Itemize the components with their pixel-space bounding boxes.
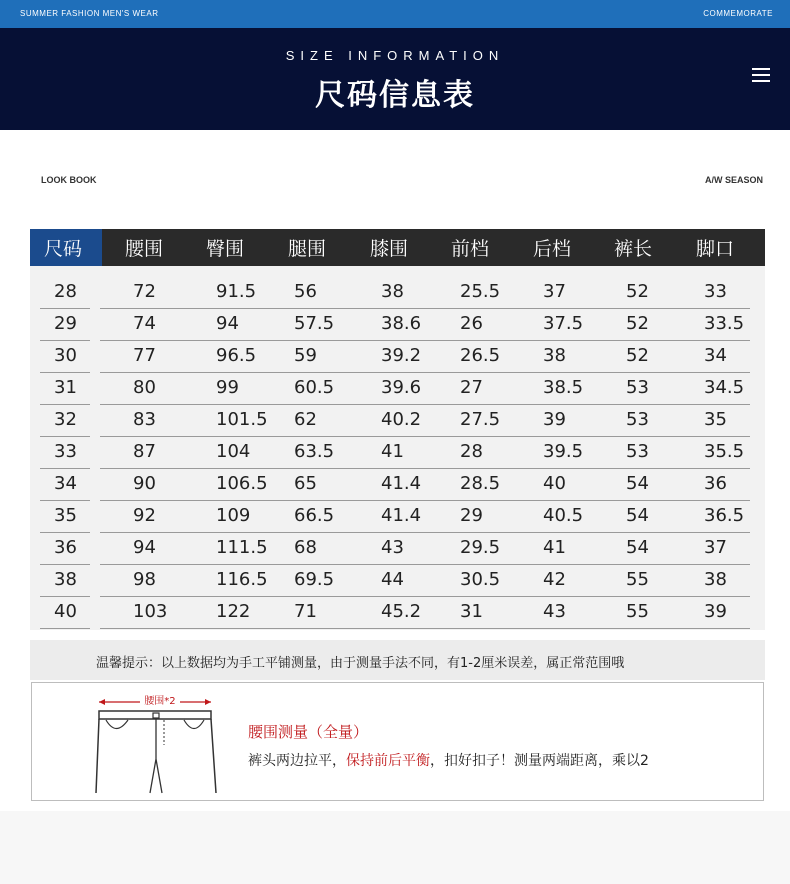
measure-guide-box [31, 682, 764, 801]
table-cell: 41 [543, 537, 566, 558]
table-cell: 29 [54, 313, 77, 334]
table-cell: 98 [133, 569, 156, 590]
table-cell: 60.5 [294, 377, 335, 398]
table-row [30, 565, 765, 597]
table-cell: 33 [54, 441, 77, 462]
table-cell: 63.5 [294, 441, 335, 462]
season-label: A/W SEASON [704, 175, 763, 185]
table-cell: 37.5 [543, 313, 584, 334]
diagram-label: 腰围*2 [144, 696, 176, 707]
table-cell: 104 [216, 441, 251, 462]
table-cell: 41.4 [381, 505, 422, 526]
top-bar [0, 0, 790, 28]
table-cell: 94 [133, 537, 156, 558]
table-cell: 111.5 [216, 537, 268, 558]
header-cell: 腿围 [288, 238, 327, 260]
table-cell: 27.5 [460, 409, 501, 430]
table-cell: 40.5 [543, 505, 584, 526]
table-cell: 35 [54, 505, 77, 526]
table-cell: 53 [626, 441, 649, 462]
table-row [30, 437, 765, 469]
table-cell: 36.5 [704, 505, 745, 526]
banner-english-title: SIZE INFORMATION [285, 48, 505, 63]
look-book-label: LOOK BOOK [41, 175, 97, 185]
table-cell: 53 [626, 409, 649, 430]
table-cell: 38.6 [381, 313, 422, 334]
table-cell: 68 [294, 537, 317, 558]
size-table-header [30, 229, 765, 266]
table-cell: 35 [704, 409, 727, 430]
table-cell: 43 [381, 537, 404, 558]
table-cell: 29 [460, 505, 483, 526]
table-cell: 54 [626, 537, 649, 558]
table-cell: 92 [133, 505, 156, 526]
table-cell: 33.5 [704, 313, 745, 334]
header-cell: 后档 [533, 238, 572, 260]
table-cell: 96.5 [216, 345, 257, 366]
table-cell: 38 [543, 345, 566, 366]
table-cell: 36 [54, 537, 77, 558]
table-cell: 45.2 [381, 601, 422, 622]
table-cell: 32 [54, 409, 77, 430]
table-cell: 80 [133, 377, 156, 398]
table-row [30, 277, 765, 309]
table-cell: 91.5 [216, 281, 257, 302]
table-cell: 65 [294, 473, 317, 494]
table-cell: 28 [460, 441, 483, 462]
table-cell: 38 [704, 569, 727, 590]
table-cell: 99 [216, 377, 239, 398]
table-cell: 35.5 [704, 441, 745, 462]
header-cell: 臀围 [206, 238, 245, 260]
table-cell: 39.6 [381, 377, 422, 398]
table-cell: 90 [133, 473, 156, 494]
table-cell: 52 [626, 345, 649, 366]
table-cell: 28.5 [460, 473, 501, 494]
table-cell: 38 [54, 569, 77, 590]
table-cell: 39.2 [381, 345, 422, 366]
table-row [30, 597, 765, 629]
page-footer-area [0, 811, 790, 884]
table-cell: 44 [381, 569, 404, 590]
table-cell: 30.5 [460, 569, 501, 590]
measure-title: 腰围测量（全量） [248, 723, 369, 741]
table-cell: 27 [460, 377, 483, 398]
table-cell: 40 [54, 601, 77, 622]
header-cell: 裤长 [614, 238, 653, 260]
table-cell: 72 [133, 281, 156, 302]
table-cell: 41.4 [381, 473, 422, 494]
table-cell: 36 [704, 473, 727, 494]
size-table-body [30, 266, 765, 630]
table-cell: 101.5 [216, 409, 268, 430]
table-cell: 38 [381, 281, 404, 302]
table-cell: 74 [133, 313, 156, 334]
table-cell: 116.5 [216, 569, 268, 590]
table-cell: 41 [381, 441, 404, 462]
tip-bar [30, 640, 765, 680]
table-cell: 71 [294, 601, 317, 622]
table-cell: 55 [626, 601, 649, 622]
table-cell: 25.5 [460, 281, 501, 302]
table-cell: 77 [133, 345, 156, 366]
header-cell: 腰围 [125, 238, 164, 260]
tip-text: 温馨提示：以上数据均为手工平铺测量，由于测量手法不同，有1-2厘米误差，属正常范围哦 [96, 656, 625, 671]
table-cell: 56 [294, 281, 317, 302]
table-cell: 37 [543, 281, 566, 302]
table-row [30, 373, 765, 405]
table-cell: 83 [133, 409, 156, 430]
table-cell: 52 [626, 313, 649, 334]
table-cell: 37 [704, 537, 727, 558]
table-row [30, 405, 765, 437]
pants-waist-diagram-icon [94, 689, 226, 795]
table-cell: 103 [133, 601, 168, 622]
header-cell: 脚口 [696, 238, 735, 260]
table-row [30, 469, 765, 501]
table-cell: 57.5 [294, 313, 335, 334]
brand-tagline: SUMMER FASHION MEN'S WEAR [20, 9, 159, 18]
table-cell: 59 [294, 345, 317, 366]
table-cell: 34 [704, 345, 727, 366]
table-row [30, 533, 765, 565]
header-cell: 膝围 [370, 238, 409, 260]
table-row [30, 501, 765, 533]
table-cell: 62 [294, 409, 317, 430]
table-cell: 39 [543, 409, 566, 430]
table-cell: 31 [54, 377, 77, 398]
table-cell: 66.5 [294, 505, 335, 526]
table-cell: 69.5 [294, 569, 335, 590]
table-row [30, 309, 765, 341]
table-cell: 33 [704, 281, 727, 302]
table-cell: 122 [216, 601, 251, 622]
table-cell: 40.2 [381, 409, 422, 430]
table-cell: 28 [54, 281, 77, 302]
header-cell: 前档 [451, 238, 490, 260]
header-cell: 尺码 [44, 238, 83, 260]
title-banner [0, 28, 790, 130]
hamburger-menu-icon[interactable] [752, 68, 770, 82]
table-cell: 54 [626, 473, 649, 494]
table-cell: 30 [54, 345, 77, 366]
measure-description: 裤头两边拉平，保持前后平衡，扣好扣子！测量两端距离，乘以2 [248, 753, 649, 769]
table-cell: 106.5 [216, 473, 268, 494]
table-cell: 42 [543, 569, 566, 590]
commemorate-label: COMMEMORATE [703, 9, 773, 18]
table-cell: 54 [626, 505, 649, 526]
table-cell: 34.5 [704, 377, 745, 398]
table-cell: 87 [133, 441, 156, 462]
table-cell: 39 [704, 601, 727, 622]
table-cell: 53 [626, 377, 649, 398]
table-row [30, 341, 765, 373]
table-cell: 26.5 [460, 345, 501, 366]
table-cell: 31 [460, 601, 483, 622]
table-cell: 26 [460, 313, 483, 334]
table-cell: 39.5 [543, 441, 584, 462]
table-cell: 29.5 [460, 537, 501, 558]
table-cell: 94 [216, 313, 239, 334]
table-cell: 43 [543, 601, 566, 622]
table-cell: 40 [543, 473, 566, 494]
table-cell: 38.5 [543, 377, 584, 398]
banner-chinese-title: 尺码信息表 [315, 78, 475, 113]
table-cell: 52 [626, 281, 649, 302]
table-cell: 55 [626, 569, 649, 590]
table-cell: 34 [54, 473, 77, 494]
table-cell: 109 [216, 505, 251, 526]
